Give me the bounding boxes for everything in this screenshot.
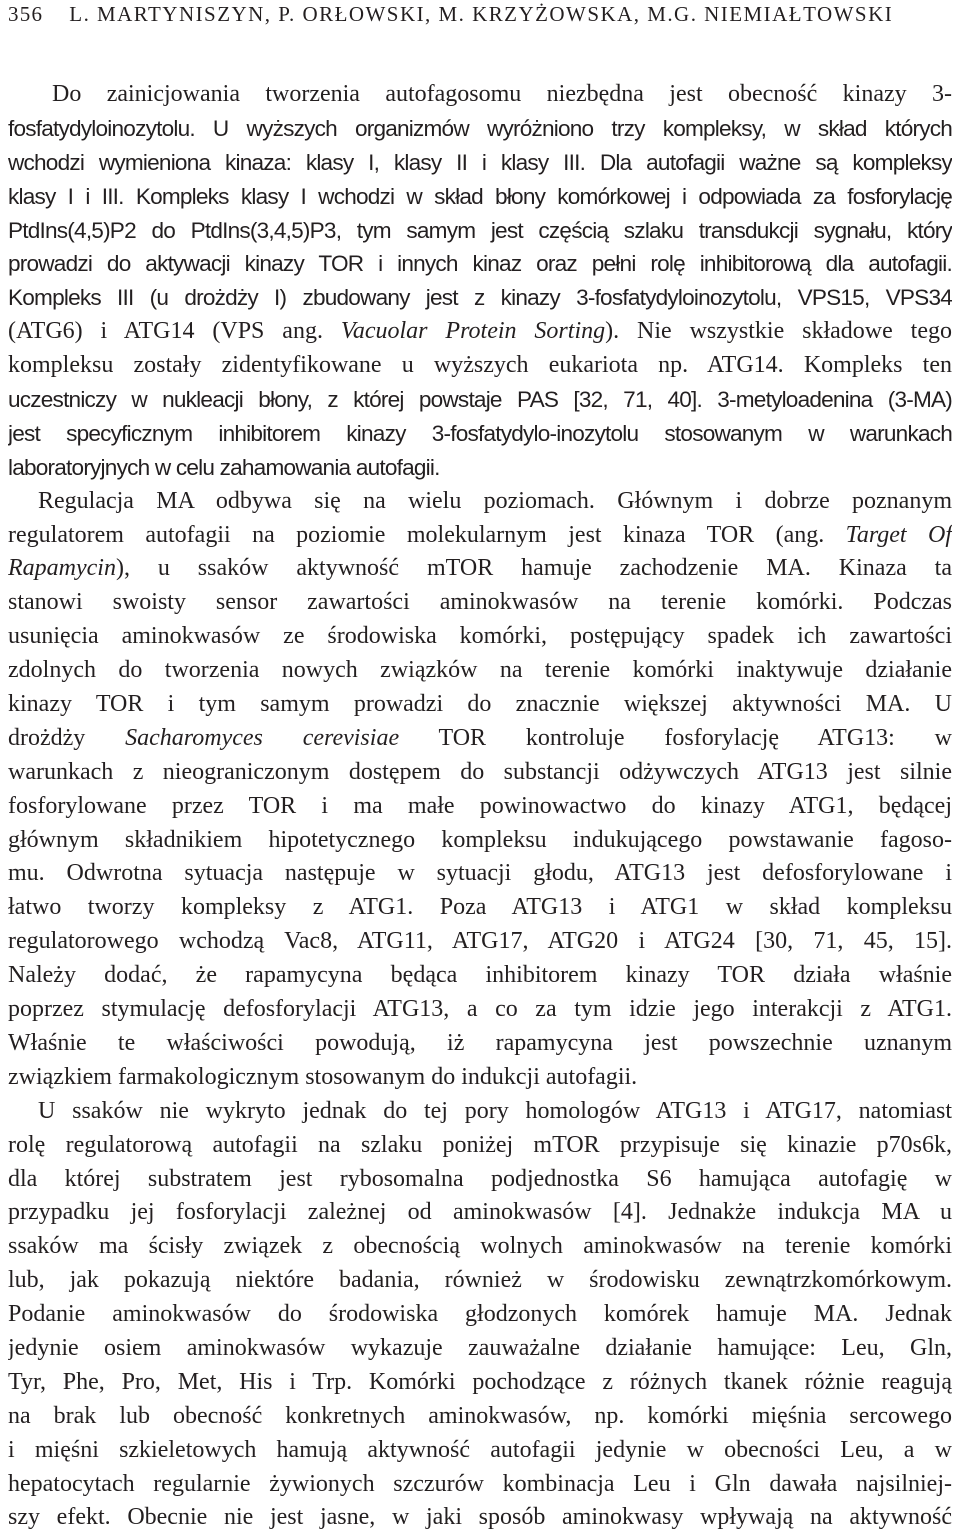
text-line: szy efekt. Obecnie nie jest jasne, w jaki sposób aminokwasy wpływają na aktywność [8, 1504, 952, 1531]
text-line: jest specyficznym inhibitorem kinazy 3-fosfatydylo-inozytolu stosowanym w warunkach [8, 420, 952, 446]
text-line [8, 519, 952, 553]
text-line: stanowi swoisty sensor zawartości aminokwasów na terenie komórki. Podczas [8, 589, 952, 616]
running-header [8, 2, 952, 30]
page-number: 356 [8, 2, 44, 26]
paragraph-1 [8, 78, 952, 485]
text-line: ssaków ma ścisły związek z obecnością wolnych aminokwasów na terenie komórki [8, 1233, 952, 1260]
text-line: PtdIns(4,5)P2 do PtdIns(3,4,5)P3, tym samym jest częścią szlaku transdukcji sygnału, który [8, 217, 952, 243]
text-line: uczestniczy w nukleacji błony, z której powstaje PAS [32, 71, 40]. 3-metyloadenina (3-MA) [8, 387, 952, 413]
italic-term: Rapamycin [8, 555, 116, 582]
text-line: fosforylowane przez TOR i ma małe powinowactwo do kinazy ATG1, będącej [8, 792, 952, 819]
text-line [8, 722, 952, 756]
text-line: dla której substratem jest rybosomalna podjednostka S6 hamująca autofagię w [8, 1165, 952, 1192]
text-line: zdolnych do tworzenia nowych związków na terenie komórki inaktywuje działanie [8, 657, 952, 684]
paragraph-3 [8, 1095, 952, 1535]
text-line: łatwo tworzy kompleksy z ATG1. Poza ATG13 i ATG1 w skład kompleksu [8, 894, 952, 921]
text-line: Właśnie te właściwości powodują, iż rapamycyna jest powszechnie uznanym [8, 1029, 952, 1056]
text-segment: regulatorem autofagii na poziomie molekularnym jest kinaza TOR (ang. [8, 521, 846, 548]
text-line: na brak lub obecność konkretnych aminokwasów, np. komórki mięśnia sercowego [8, 1402, 952, 1429]
text-segment: ), u ssaków aktywność mTOR hamuje zachodzenie MA. Kinaza ta [115, 555, 952, 582]
text-line: przypadku jej fosforylacji zależnej od aminokwasów [4]. Jednakże indukcja MA u [8, 1199, 952, 1226]
text-line: laboratoryjnych w celu zahamowania autofagii. [8, 454, 440, 480]
text-line [8, 315, 952, 349]
text-line: lub, jak pokazują niektóre badania, również w środowisku zewnątrzkomórkowym. [8, 1267, 952, 1294]
text-line: głównym składnikiem hipotetycznego kompleksu indukującego powstawanie fagoso- [8, 826, 952, 853]
text-line [8, 552, 952, 586]
text-line: Podanie aminokwasów do środowiska głodzonych komórek hamuje MA. Jednak [8, 1301, 952, 1328]
author-list: L. MARTYNISZYN, P. ORŁOWSKI, M. KRZYŻOWSKA, M.G. NIEMIAŁTOWSKI [69, 2, 894, 26]
text-line: wchodzi wymieniona kinaza: klasy I, klasy II i klasy III. Dla autofagii ważne są kompleksy [8, 149, 952, 175]
text-line: poprzez stymulację defosforylacji ATG13, a co za tym idzie jego interakcji z ATG1. [8, 996, 952, 1023]
text-line: hepatocytach regularnie żywionych szczurów kombinacja Leu i Gln dawała najsilniej- [8, 1470, 952, 1497]
text-line: i mięśni szkieletowych hamują aktywność autofagii jedynie w obecności Leu, a w [8, 1436, 952, 1463]
text-line: Regulacja MA odbywa się na wielu poziomach. Głównym i dobrze poznanym [38, 487, 952, 514]
text-line: warunkach z nieograniczonym dostępem do substancji odżywczych ATG13 jest silnie [8, 758, 952, 785]
text-line: fosfatydyloinozytolu. U wyższych organizmów wyróżniono trzy kompleksy, w skład których [8, 115, 952, 141]
text-line: U ssaków nie wykryto jednak do tej pory homologów ATG13 i ATG17, natomiast [38, 1097, 952, 1124]
italic-term: Target Of [845, 521, 952, 548]
paragraph-2 [8, 485, 952, 1095]
text-segment: drożdży [8, 724, 126, 751]
article-body [8, 78, 952, 1535]
text-segment: TOR kontroluje fosforylację ATG13: w [399, 724, 952, 751]
text-line: kinazy TOR i tym samym prowadzi do znacznie większej aktywności MA. U [8, 691, 952, 718]
text-line: Należy dodać, że rapamycyna będąca inhibitorem kinazy TOR działa właśnie [8, 962, 952, 989]
text-segment: (ATG6) i ATG14 (VPS ang. [8, 318, 341, 345]
text-line: Do zainicjowania tworzenia autofagosomu niezbędna jest obecność kinazy 3- [52, 81, 952, 107]
text-segment: ). Nie wszystkie składowe tego [605, 318, 952, 345]
text-line: mu. Odwrotna sytuacja następuje w sytuacji głodu, ATG13 jest defosforylowane i [8, 860, 952, 887]
text-line: kompleksu zostały zidentyfikowane u wyższych eukariota np. ATG14. Kompleks ten [8, 352, 952, 379]
text-line: jedynie osiem aminokwasów wykazuje zauważalne działanie hamujące: Leu, Gln, [8, 1334, 952, 1361]
text-line: Tyr, Phe, Pro, Met, His i Trp. Komórki pochodzące z różnych tkanek różnie reagują [8, 1368, 952, 1395]
text-line: rolę regulatorową autofagii na szlaku poniżej mTOR przypisuje się kinazie p70s6k, [8, 1131, 952, 1158]
italic-term: Sacharomyces cerevisiae [125, 724, 400, 751]
text-line: usunięcia aminokwasów ze środowiska komórki, postępujący spadek ich zawartości [8, 623, 952, 650]
text-line: regulatorowego wchodzą Vac8, ATG11, ATG17, ATG20 i ATG24 [30, 71, 45, 15]. [8, 928, 952, 955]
text-line: prowadzi do aktywacji kinazy TOR i innych kinaz oraz pełni rolę inhibitorową dla autofagii. [8, 251, 952, 277]
text-line: klasy I i III. Kompleks klasy I wchodzi w skład błony komórkowej i odpowiada za fosforylację [8, 183, 952, 209]
italic-term: Vacuolar Protein Sorting [340, 318, 606, 345]
text-line: związkiem farmakologicznym stosowanym do indukcji autofagii. [8, 1063, 638, 1090]
text-line: Kompleks III (u drożdży I) zbudowany jest z kinazy 3-fosfatydyloinozytolu, VPS15, VPS34 [8, 285, 952, 311]
